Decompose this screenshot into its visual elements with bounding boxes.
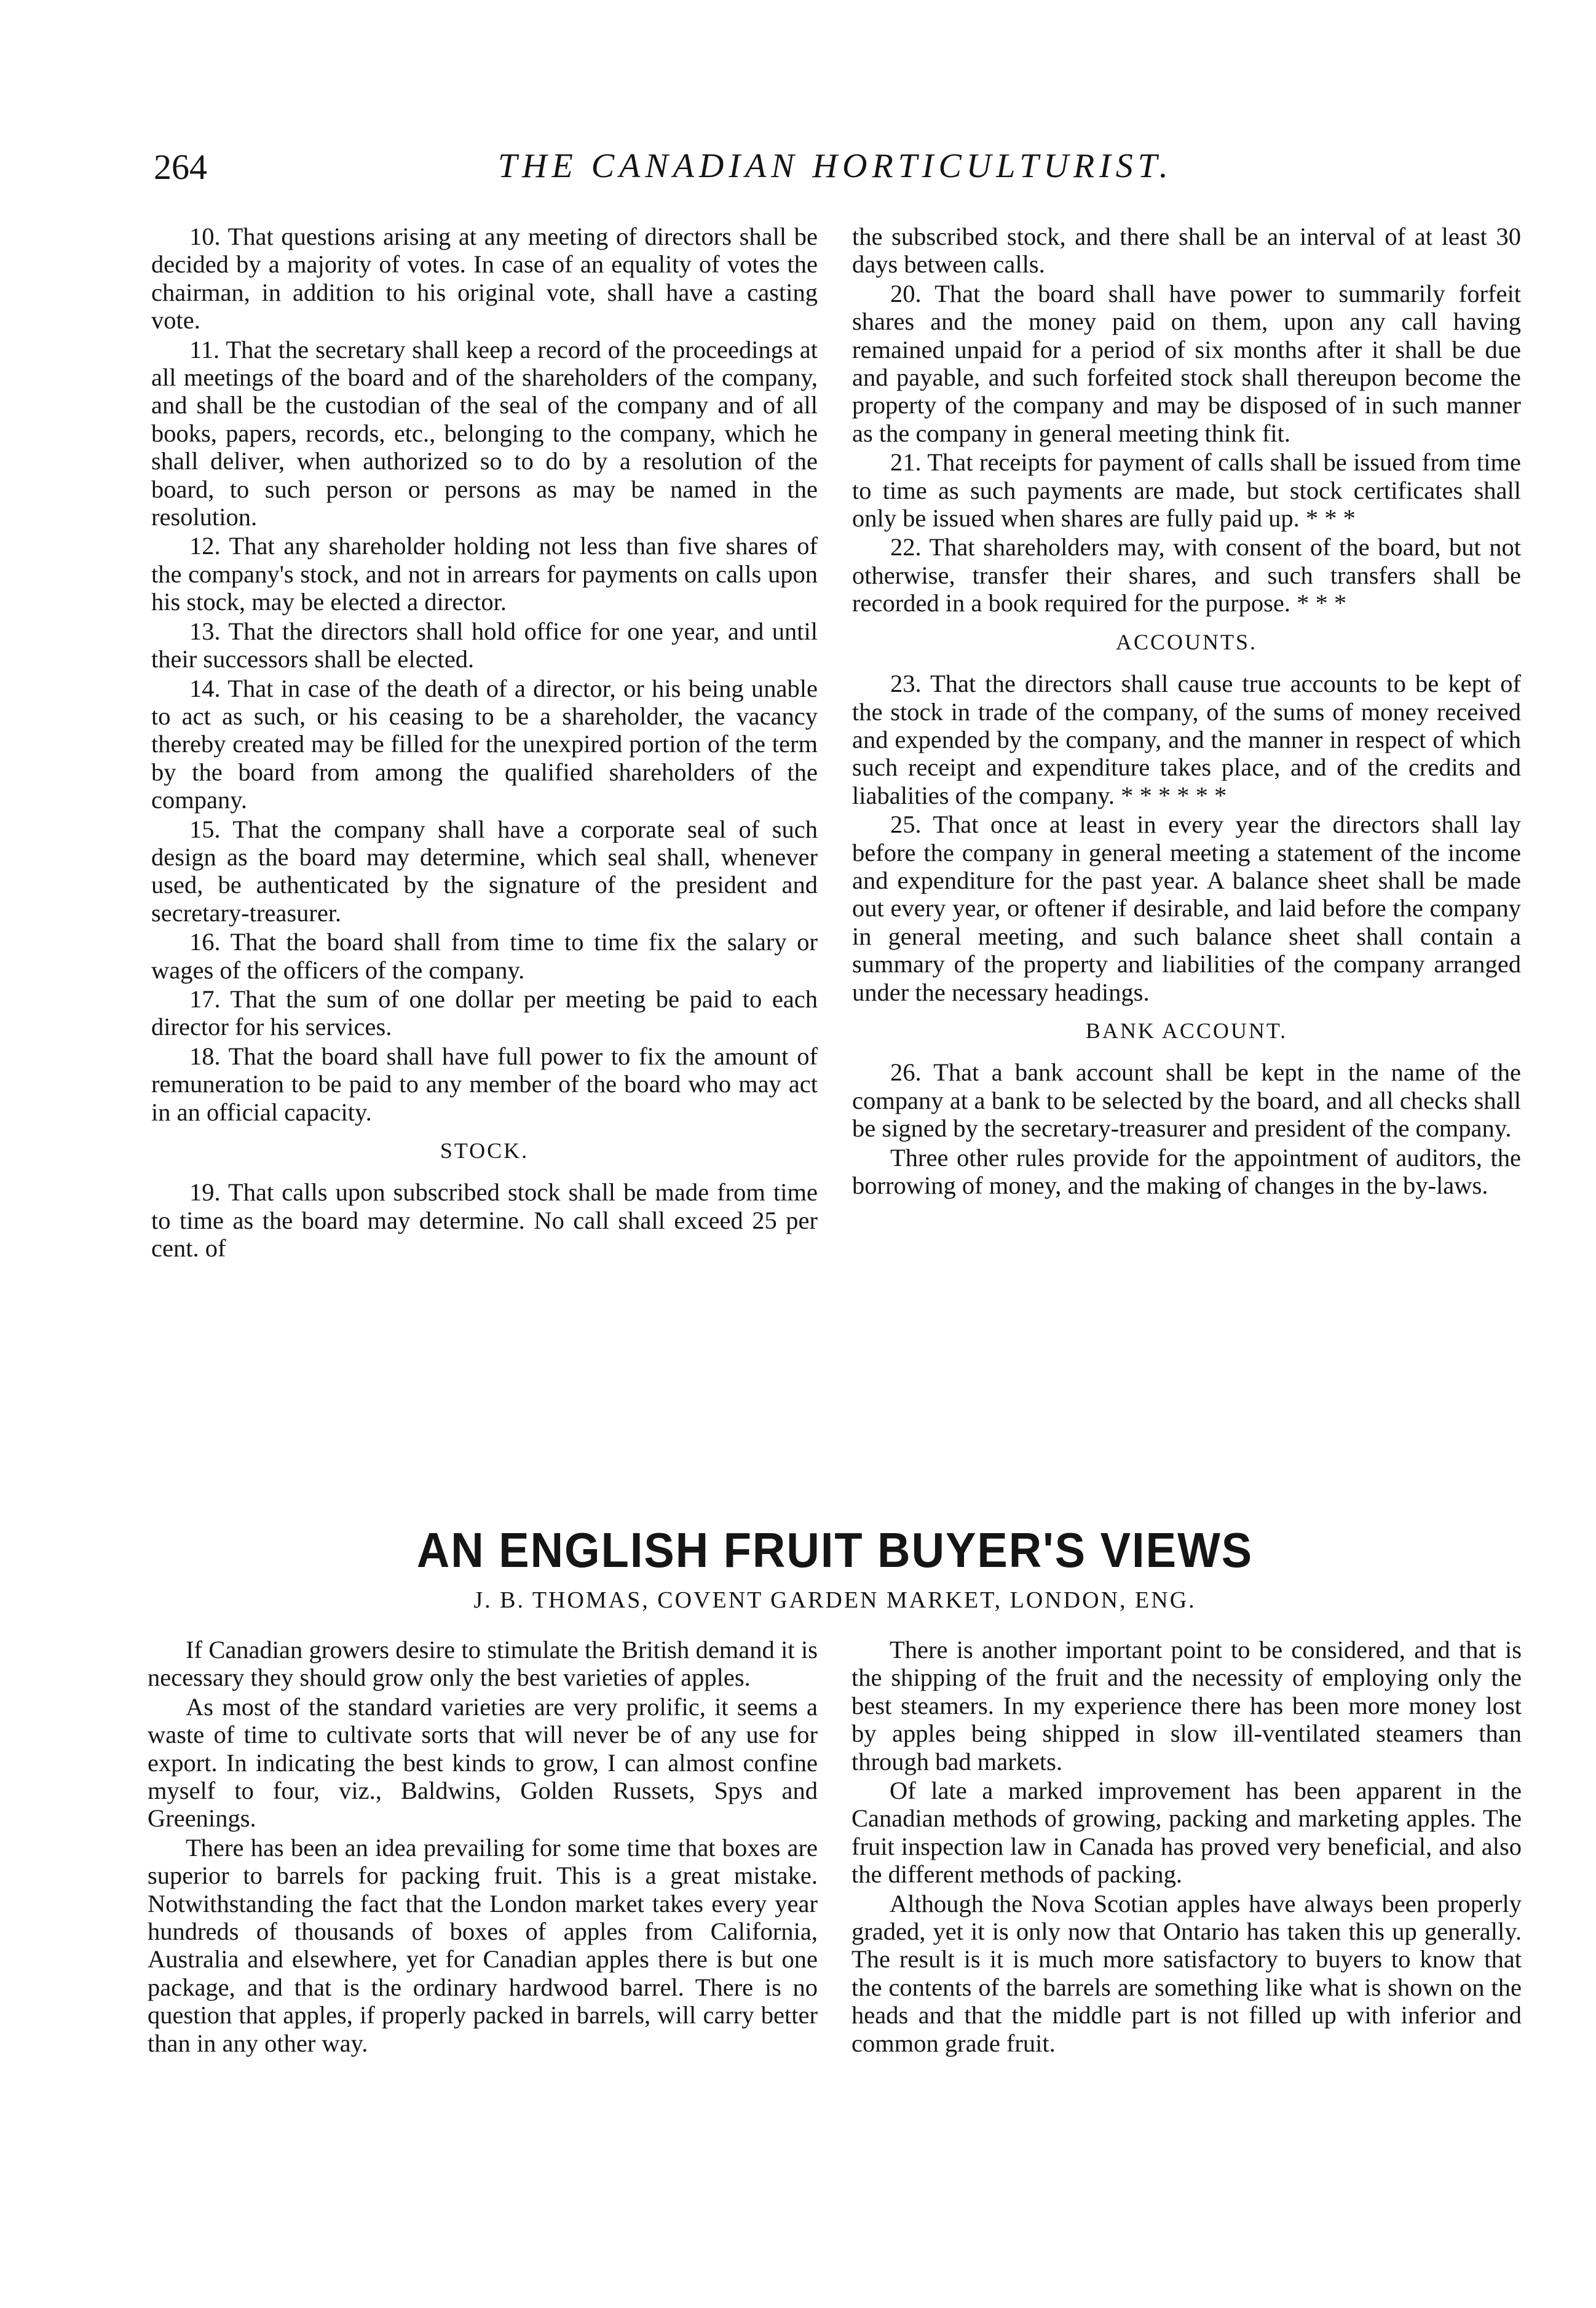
- bylaw-paragraph: 22. That shareholders may, with consent of the board, but not otherwise, transfer their shares, and such transfers shall be recorded in a book required for the purpose. * * *: [852, 533, 1521, 617]
- article-paragraph: If Canadian growers desire to stimulate the British demand it is necessary they should grow only the best varieties of apples.: [148, 1636, 818, 1692]
- article-paragraph: Although the Nova Scotian apples have always been properly graded, yet it is only now that Ontario has taken this up generally. The result is it is much more satisfactory to buyers to know that the contents of the barrels are something like what is shown on the heads and that the middle part is not filled up with inferior and common grade fruit.: [851, 1889, 1522, 2057]
- bylaws-left-column: [151, 223, 818, 1263]
- bylaw-paragraph: 21. That receipts for payment of calls shall be issued from time to time as such payments are made, but stock certificates shall only be issued when shares are fully paid up. * * *: [852, 448, 1521, 533]
- article-paragraph: There has been an idea prevailing for some time that boxes are superior to barrels for packing fruit. This is a great mistake. Notwithstanding the fact that the London market takes every year hundreds of thousands of boxes of apples from California, Australia and elsewhere, yet for Canadian apples there is but one package, and that is the ordinary hardwood barrel. There is no question that apples, if properly packed in barrels, will carry better than in any other way.: [148, 1833, 818, 2057]
- bylaw-paragraph: 13. That the directors shall hold office for one year, and until their successors shall be elected.: [151, 617, 818, 673]
- article-headline: AN ENGLISH FRUIT BUYER'S VIEWS: [416, 1522, 1254, 1578]
- bank-account-heading: BANK ACCOUNT.: [1085, 1018, 1288, 1043]
- bylaw-paragraph: 16. That the board shall from time to time fix the salary or wages of the officers of the company.: [151, 928, 818, 984]
- bylaw-paragraph: 23. That the directors shall cause true accounts to be kept of the stock in trade of the company, of the sums of money received and expended by the company, and the manner in respect of which such receipt and expenditure takes place, and of the credits and liabalities of the company. * * * * * *: [852, 670, 1521, 809]
- article-left-column: [148, 1636, 818, 2057]
- bylaws-right-column: [852, 223, 1521, 1199]
- bylaw-paragraph: 20. That the board shall have power to summarily forfeit shares and the money paid on them, upon any call having remained unpaid for a period of six months after it shall be due and payable, and such forfeited stock shall thereupon become the property of the company and may be disposed of in such manner as the company in general meeting think fit.: [852, 279, 1521, 447]
- bylaw-paragraph: 10. That questions arising at any meeting of directors shall be decided by a majority of votes. In case of an equality of votes the chairman, in addition to his original vote, shall have a casting vote.: [151, 223, 818, 335]
- bylaw-paragraph: 19. That calls upon subscribed stock shall be made from time to time as the board may determine. No call shall exceed 25 per cent. of: [151, 1178, 818, 1263]
- bylaw-paragraph: 15. That the company shall have a corporate seal of such design as the board may determine, which seal shall, whenever used, be authenticated by the signature of the president and secretary-treasurer.: [151, 815, 818, 927]
- bylaw-paragraph: 17. That the sum of one dollar per meeting be paid to each director for his services.: [151, 985, 818, 1041]
- bylaw-paragraph: the subscribed stock, and there shall be an interval of at least 30 days between calls.: [852, 223, 1521, 279]
- bylaw-paragraph: 25. That once at least in every year the directors shall lay before the company in general meeting a statement of the income and expenditure for the past year. A balance sheet shall be made out every year, or oftener if desirable, and laid before the company in general meeting, and such balance sheet shall contain a summary of the property and liabilities of the company arranged under the necessary headings.: [852, 811, 1521, 1006]
- stock-heading: STOCK.: [440, 1138, 529, 1163]
- article-paragraph: As most of the standard varieties are very prolific, it seems a waste of time to cultivate sorts that will never be of any use for export. In indicating the best kinds to grow, I can almost confine myself to four, viz., Baldwins, Golden Russets, Spys and Greenings.: [148, 1692, 818, 1833]
- accounts-heading: ACCOUNTS.: [1115, 629, 1258, 654]
- article-byline: J. B. THOMAS, COVENT GARDEN MARKET, LONDON, ENG.: [473, 1587, 1196, 1613]
- bylaw-paragraph: 11. That the secretary shall keep a record of the proceedings at all meetings of the board and of the shareholders of the company, and shall be the custodian of the seal of the company and of all books, papers, records, etc., belonging to the company, which he shall deliver, when authorized so to do by a resolution of the board, to such person or persons as may be named in the resolution.: [151, 335, 818, 531]
- running-head: THE CANADIAN HORTICULTURIST.: [498, 147, 1173, 185]
- bylaw-paragraph: 26. That a bank account shall be kept in the name of the company at a bank to be selected by the board, and all checks shall be signed by the secretary-treasurer and president of the company.: [852, 1058, 1521, 1143]
- bylaw-paragraph: 18. That the board shall have full power to fix the amount of remuneration to be paid to any member of the board who may act in an official capacity.: [151, 1042, 818, 1126]
- page-number: 264: [154, 147, 207, 187]
- bylaw-paragraph: 14. That in case of the death of a director, or his being unable to act as such, or his ceasing to be a shareholder, the vacancy thereby created may be filled for the unexpired portion of the term by the board from among the qualified shareholders of the company.: [151, 674, 818, 814]
- bylaw-paragraph: Three other rules provide for the appointment of auditors, the borrowing of money, and the making of changes in the by-laws.: [852, 1143, 1521, 1199]
- article-right-column: [851, 1636, 1522, 2057]
- bylaw-paragraph: 12. That any shareholder holding not less than five shares of the company's stock, and not in arrears for payments on calls upon his stock, may be elected a director.: [151, 532, 818, 616]
- article-paragraph: There is another important point to be considered, and that is the shipping of the fruit and the necessity of employing only the best steamers. In my experience there has been more money lost by apples being shipped in slow ill-ventilated steamers than through bad markets.: [851, 1636, 1522, 1775]
- page-header: [154, 146, 1451, 202]
- article-paragraph: Of late a marked improvement has been apparent in the Canadian methods of growing, packing and marketing apples. The fruit inspection law in Canada has proved very beneficial, and also the different methods of packing.: [851, 1777, 1522, 1889]
